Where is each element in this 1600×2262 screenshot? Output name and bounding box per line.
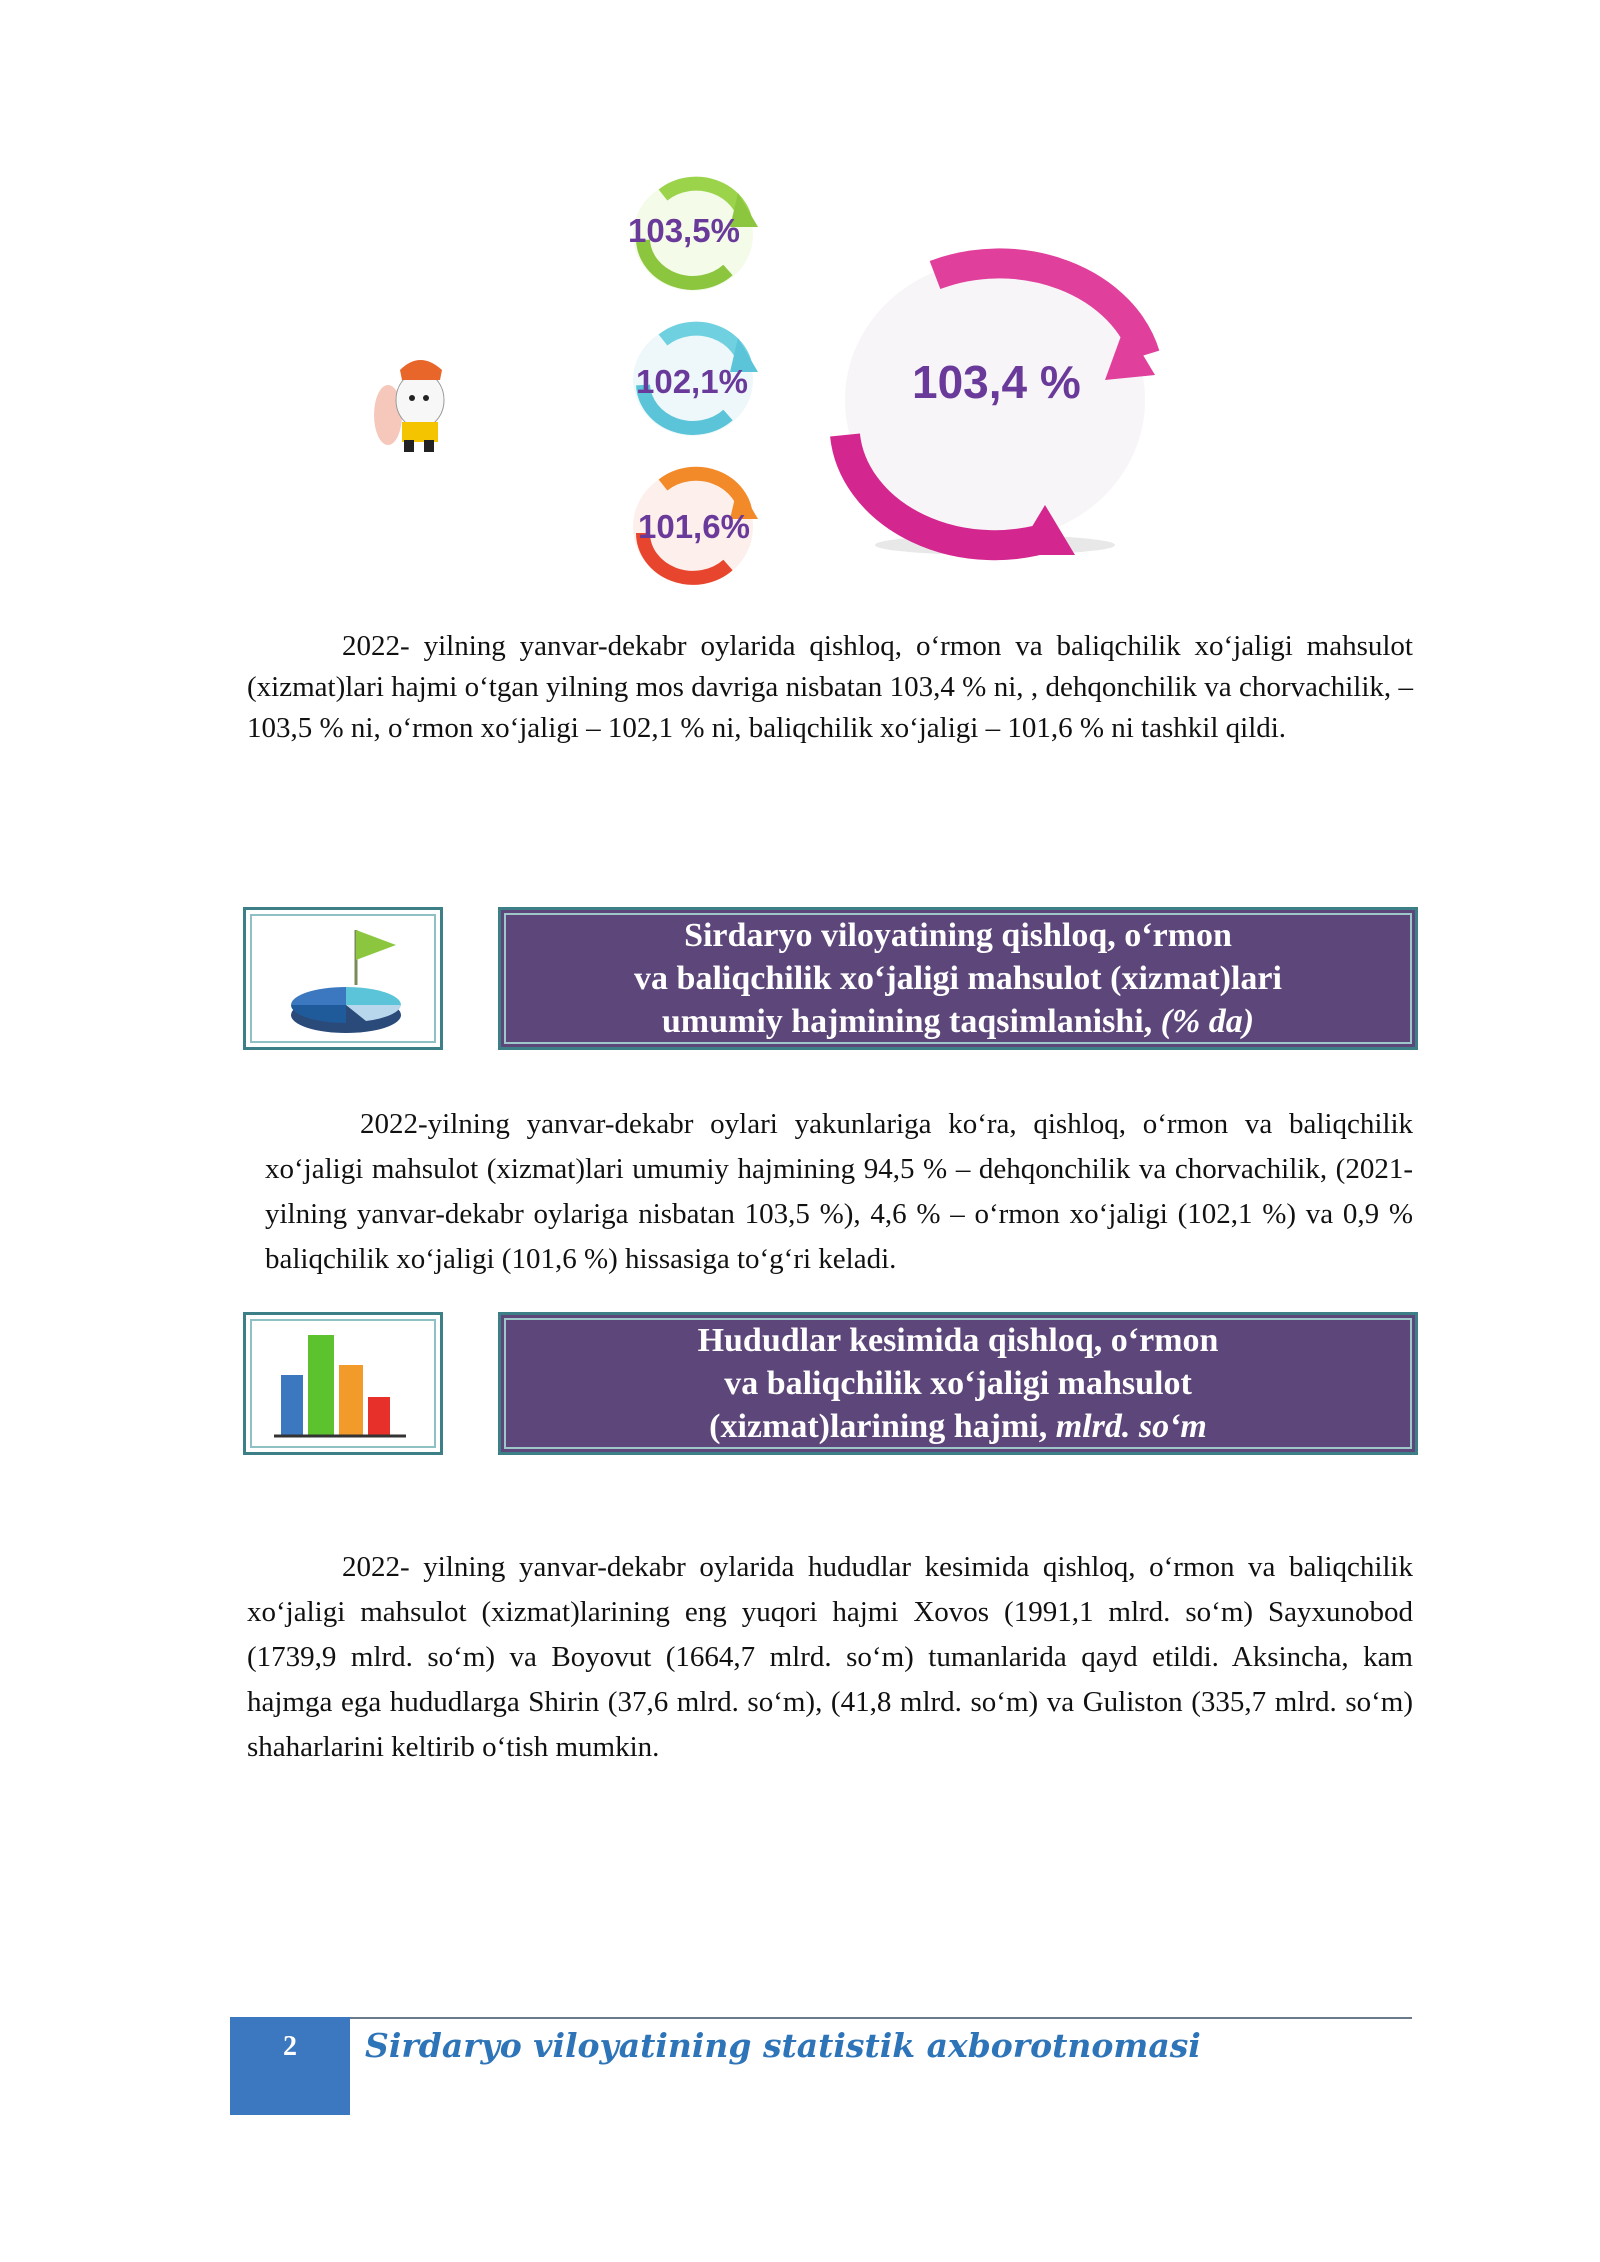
value-label-3: 101,6% (638, 508, 750, 545)
bar-chart-icon (246, 1315, 440, 1452)
section-2-title-line-3-text: (xizmat)larining hajmi, (709, 1408, 1048, 1445)
section-2-title-line-2: va baliqchilik xo‘jaligi mahsulot (724, 1365, 1192, 1402)
value-label-1: 103,5% (628, 212, 740, 249)
section-1-title-line-1: Sirdaryo viloyatining qishloq, o‘rmon (684, 917, 1232, 954)
section-1-title-line-2: va baliqchilik xo‘jaligi mahsulot (xizmat)lari (634, 960, 1282, 997)
section-2-title-line-1: Hududlar kesimida qishloq, o‘rmon (697, 1322, 1219, 1359)
paragraph-3: 2022- yilning yanvar-dekabr oylarida hududlar kesimida qishloq, o‘rmon va baliqchilik xo‘jaligi mahsulot (xizmat)larining eng yuqori hajmi Xovos (1991,1 mlrd. so‘m) Sayxunobod (1739,9 mlrd. so‘m) va Boyovut (1664,7 mlrd. so‘m) tumanlarida qayd etildi. Aksincha, kam hajmga ega hududlarga Shirin (37,6 mlrd. so‘m), (41,8 mlrd. so‘m) va Guliston (335,7 mlrd. so‘m) shaharlarini keltirib o‘tish mumkin. (247, 1551, 1413, 1763)
paragraph-2: 2022-yilning yanvar-dekabr oylari yakunlariga ko‘ra, qishloq, o‘rmon va baliqchilik xo‘jaligi mahsulot (xizmat)lari umumiy hajmining 94,5 % – dehqonchilik va chorvachilik, (2021- yilning yanvar-dekabr oylariga nisbatan 103,5 %), 4,6 % – o‘rmon xo‘jaligi (102,1 %) va 0,9 % baliqchilik xo‘jaligi (101,6 %) hissasiga to‘g‘ri keladi. (265, 1108, 1413, 1275)
footer-title: Sirdaryo viloyatining statistik axborotnomasi (365, 2026, 1201, 2065)
section-2-title (498, 1312, 1418, 1455)
mascot-image (360, 340, 470, 460)
section-1-icon-box (243, 907, 443, 1050)
page-number: 2 (230, 2017, 350, 2115)
value-label-total: 103,4 % (912, 356, 1081, 408)
section-2-title-line-3 (501, 1405, 1415, 1448)
footer-divider (230, 2017, 1412, 2019)
section-2-icon-box (243, 1312, 443, 1455)
section-1-title-line-3-text: umumiy hajmining taqsimlanishi, (661, 1003, 1153, 1040)
section-1-title-unit: (% da) (1160, 1003, 1255, 1040)
section-1-title (498, 907, 1418, 1050)
pie-chart-flag-icon (246, 910, 440, 1047)
section-1-title-line-3 (501, 1000, 1415, 1043)
section-2-title-unit: mlrd. so‘m (1055, 1408, 1207, 1445)
paragraph-1: 2022- yilning yanvar-dekabr oylarida qishloq, o‘rmon va baliqchilik xo‘jaligi mahsulot (xizmat)lari hajmi o‘tgan yilning mos davriga nisbatan 103,4 % ni, , dehqonchilik va chorvachilik, – 103,5 % ni, o‘rmon xo‘jaligi – 102,1 % ni, baliqchilik xo‘jaligi – 101,6 % ni tashkil qildi. (247, 630, 1413, 744)
value-label-2: 102,1% (636, 363, 748, 400)
